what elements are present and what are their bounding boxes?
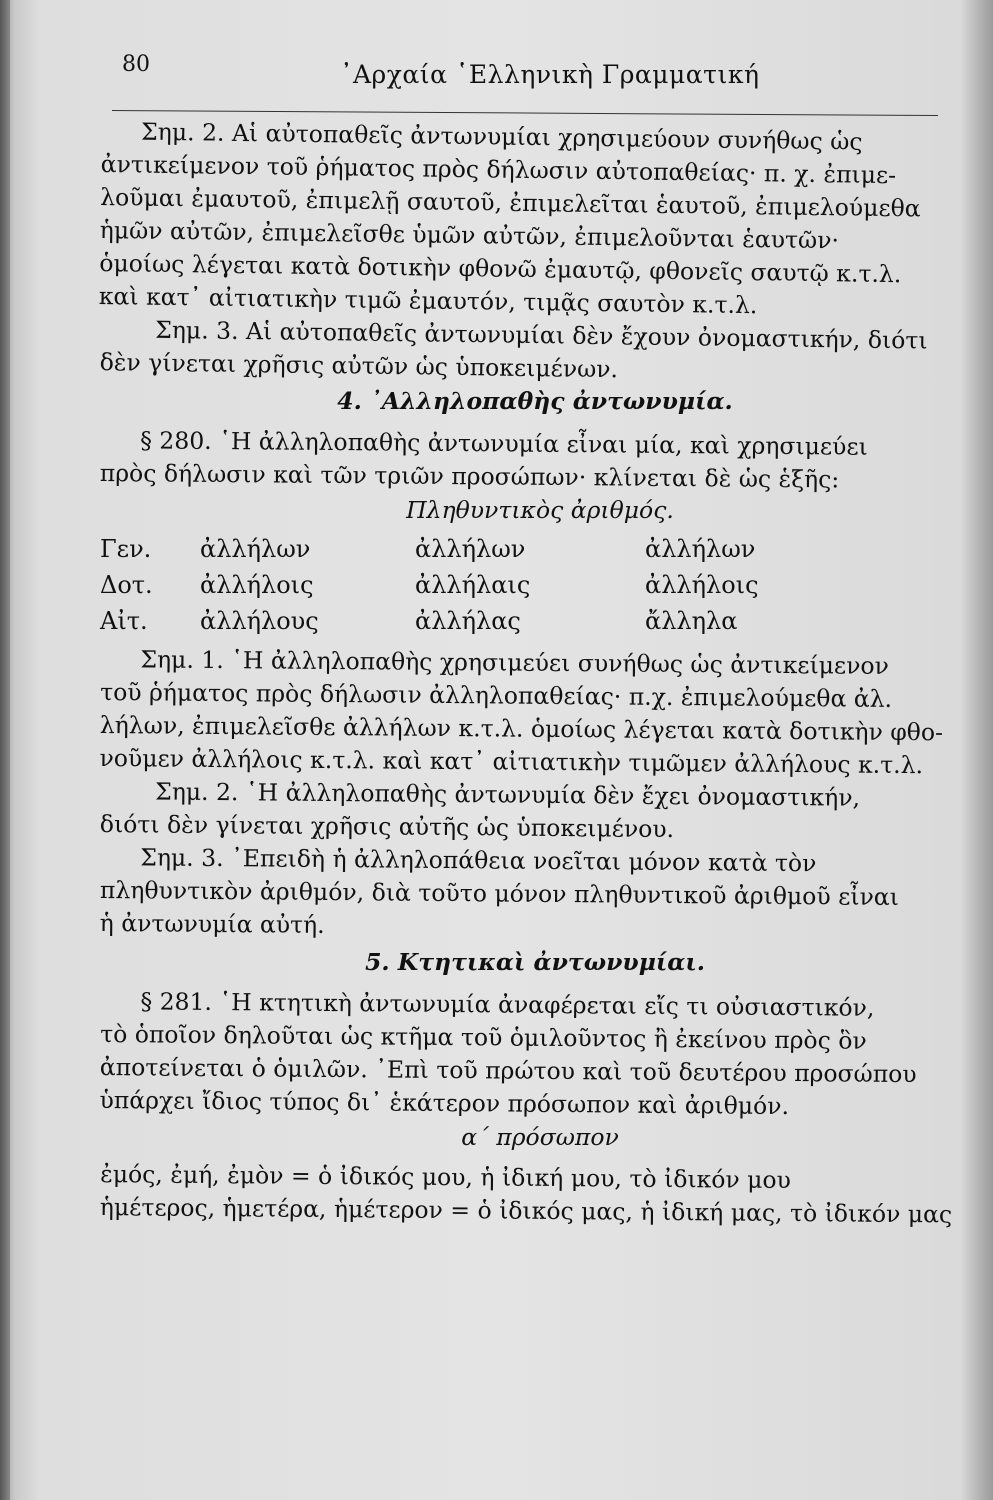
- note-1-reciprocal: [99, 643, 944, 782]
- page-body: [98, 115, 953, 1229]
- neuter-form: ἄλληλα: [645, 606, 738, 635]
- text-line: τοῦ ῥήματος πρὸς δήλωσιν ἀλληλοπαθείας· π.χ. ἐπιμελούμεθα ἀλ.: [100, 678, 893, 713]
- text-line: λήλων, ἐπιμελεῖσθε ἀλλήλων κ.τ.λ. ὁμοίως λέγεται κατὰ δοτικὴν φθο-: [99, 710, 944, 747]
- text-line: Σημ. 2. Αἱ αὐτοπαθεῖς ἀντωνυμίαι χρησιμεύουν συνήθως ὡς: [140, 117, 863, 156]
- note-3-reciprocal: [100, 841, 941, 947]
- text-line: Σημ. 1. ῾Η ἀλληλοπαθὴς χρησιμεύει συνήθως ὡς ἀντικείμενον: [140, 645, 890, 680]
- possessive-forms: [99, 1158, 953, 1231]
- section-heading-possessive: 5. Κτητικαὶ ἀντωνυμίαι.: [365, 948, 705, 976]
- case-label: Δοτ.: [100, 570, 153, 599]
- paragraph-281: [99, 985, 940, 1124]
- text-line: § 280. ῾Η ἀλληλοπαθὴς ἀντωνυμία εἶναι μία, καὶ χρησιμεύει: [140, 426, 868, 461]
- text-line: Σημ. 2. ῾Η ἀλληλοπαθὴς ἀντωνυμία δὲν ἔχει ὀνομαστικήν,: [155, 777, 861, 812]
- text-line: § 281. ῾Η κτητικὴ ἀντωνυμία ἀναφέρεται εἴς τι οὐσιαστικόν,: [140, 987, 875, 1022]
- case-label: Γεν.: [100, 534, 152, 563]
- text-line: δὲν γίνεται χρῆσις αὐτῶν ὡς ὑποκειμένων.: [99, 347, 619, 384]
- note-2-reflexive: [99, 115, 942, 325]
- text-line: πληθυντικὸν ἀριθμόν, διὰ τοῦτο μόνον πληθυντικοῦ ἀριθμοῦ εἶναι: [99, 876, 900, 911]
- note-3-reflexive: [100, 313, 941, 391]
- first-person-subhead: α΄ πρόσωπον: [461, 1123, 619, 1151]
- text-line: ἡμῶν αὐτῶν, ἐπιμελεῖσθε ὑμῶν αὐτῶν, ἐπιμελοῦνται ἑαυτῶν·: [99, 215, 840, 255]
- masculine-form: ἀλλήλοις: [200, 570, 314, 599]
- text-line: Σημ. 3. Αἱ αὐτοπαθεῖς ἀντωνυμίαι δὲν ἔχουν ὀνομαστικήν, διότι: [155, 315, 928, 355]
- declension-title: Πληθυντικὸς ἀριθμός.: [406, 496, 674, 524]
- text-line: ἀντικείμενον τοῦ ῥήματος πρὸς δήλωσιν αὐτοπαθείας· π. χ. ἐπιμε-: [100, 150, 897, 190]
- paragraph-280: [100, 424, 941, 497]
- table-row: [100, 567, 759, 603]
- text-line: τὸ ὁποῖον δηλοῦται ὡς κτῆμα τοῦ ὁμιλοῦντος ἢ ἐκείνου πρὸς ὃν: [100, 1020, 867, 1055]
- page-header: [100, 40, 940, 120]
- feminine-form: ἀλλήλων: [415, 534, 526, 563]
- text-line: καὶ κατ᾿ αἰτιατικὴν τιμῶ ἐμαυτόν, τιμᾷς σαυτὸν κ.τ.λ.: [98, 281, 758, 320]
- feminine-form: ἀλλήλαις: [415, 570, 531, 599]
- text-line: ἡμέτερος, ἡμετέρα, ἡμέτερον = ὁ ἰδικός μας, ἡ ἰδική μας, τὸ ἰδικόν μας: [99, 1192, 953, 1229]
- declension-table: [100, 531, 759, 639]
- note-2-reciprocal: [100, 775, 941, 848]
- running-title: ᾿Αρχαία ῾Ελληνικὴ Γραμματική: [340, 60, 760, 89]
- masculine-form: ἀλλήλους: [200, 606, 319, 635]
- book-spine-shadow: [0, 0, 10, 1500]
- case-label: Αἰτ.: [100, 606, 148, 635]
- page-number: 80: [122, 52, 150, 77]
- text-line: ἀποτείνεται ὁ ὁμιλῶν. ᾿Επὶ τοῦ πρώτου καὶ τοῦ δευτέρου προσώπου: [99, 1053, 917, 1089]
- section-heading-reciprocal: 4. ᾿Αλληλοπαθὴς ἀντωνυμία.: [337, 387, 733, 415]
- table-row: [100, 531, 759, 567]
- neuter-form: ἀλλήλοις: [645, 570, 759, 599]
- text-line: λοῦμαι ἐμαυτοῦ, ἐπιμελῇ σαυτοῦ, ἐπιμελεῖται ἑαυτοῦ, ἐπιμελούμεθα: [100, 183, 921, 223]
- text-line: Σημ. 3. ᾿Επειδὴ ἡ ἀλληλοπάθεια νοεῖται μόνον κατὰ τὸν: [140, 843, 817, 878]
- feminine-form: ἀλλήλας: [415, 606, 521, 635]
- text-line: ὑπάρχει ἴδιος τύπος δι᾿ ἑκάτερον πρόσωπον καὶ ἀριθμόν.: [99, 1085, 790, 1121]
- neuter-form: ἀλλήλων: [645, 534, 756, 563]
- text-line: ἐμός, ἐμή, ἐμὸν = ὁ ἰδικός μου, ἡ ἰδική μου, τὸ ἰδικόν μου: [100, 1160, 792, 1195]
- text-line: πρὸς δήλωσιν καὶ τῶν τριῶν προσώπων· κλίνεται δὲ ὡς ἑξῆς:: [99, 458, 840, 494]
- table-row: [100, 603, 759, 639]
- text-line: ὁμοίως λέγεται κατὰ δοτικὴν φθονῶ ἐμαυτῷ, φθονεῖς σαυτῷ κ.τ.λ.: [99, 248, 902, 289]
- masculine-form: ἀλλήλων: [200, 534, 311, 563]
- text-line: ἡ ἀντωνυμία αὐτή.: [99, 908, 325, 939]
- text-line: νοῦμεν ἀλλήλοις κ.τ.λ. καὶ κατ᾿ αἰτιατικὴν τιμῶμεν ἀλλήλους κ.τ.λ.: [99, 743, 924, 780]
- text-line: διότι δὲν γίνεται χρῆσις αὐτῆς ὡς ὑποκειμένου.: [99, 809, 675, 844]
